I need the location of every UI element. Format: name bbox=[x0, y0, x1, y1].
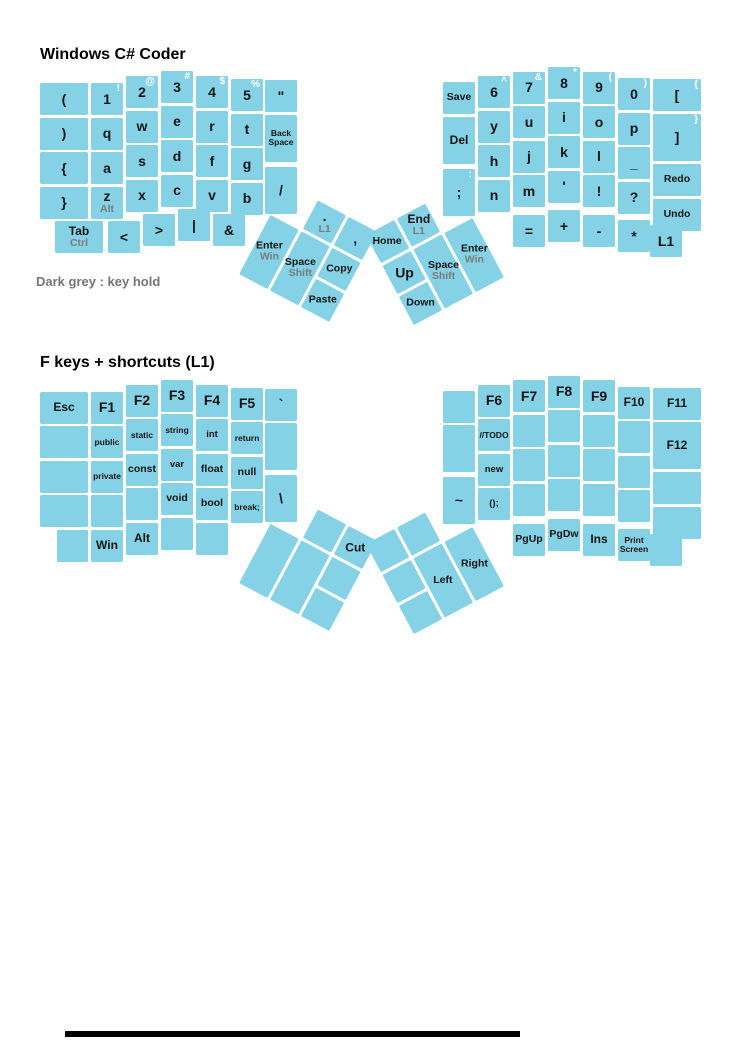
key-l1 bbox=[650, 225, 682, 257]
key-shift-symbol: ! bbox=[116, 83, 120, 94]
key-label: y bbox=[490, 118, 498, 135]
key-label: > bbox=[154, 221, 164, 238]
key-label: F1 bbox=[98, 399, 116, 416]
key-label: " bbox=[277, 87, 285, 104]
key-hold-label: Win bbox=[259, 250, 279, 263]
key-blank bbox=[618, 456, 650, 488]
key-v bbox=[196, 180, 228, 212]
key-label: Left bbox=[433, 573, 453, 586]
key-label: x bbox=[138, 187, 146, 204]
key-label: string bbox=[165, 424, 189, 435]
key-c bbox=[161, 175, 193, 207]
key-label: = bbox=[524, 222, 534, 239]
key-shift-symbol: ( bbox=[608, 71, 612, 83]
key-label: var bbox=[169, 458, 185, 470]
key-label: ` bbox=[278, 396, 284, 413]
key-string bbox=[161, 414, 193, 446]
key-int bbox=[196, 419, 228, 451]
key-break bbox=[231, 491, 263, 523]
key-t bbox=[231, 114, 263, 146]
key-label: void bbox=[166, 492, 188, 505]
key-redo bbox=[653, 164, 701, 196]
key-tab bbox=[55, 221, 103, 253]
layer2-title: F keys + shortcuts (L1) bbox=[40, 354, 215, 371]
key-shift-symbol: ) bbox=[643, 78, 647, 89]
key-j bbox=[513, 141, 545, 173]
key-symbol bbox=[178, 209, 210, 241]
key-label: f bbox=[209, 152, 215, 169]
key-label: ] bbox=[674, 128, 680, 145]
key-label: //TODO bbox=[479, 429, 509, 440]
key-f8 bbox=[548, 376, 580, 408]
key-label: * bbox=[631, 227, 637, 244]
key-blank bbox=[91, 495, 123, 527]
key-shift-symbol: } bbox=[694, 113, 698, 125]
key-esc bbox=[40, 392, 88, 424]
key-label: Copy bbox=[325, 262, 353, 275]
key-hold-label: Win bbox=[464, 253, 484, 266]
key-label: t bbox=[244, 121, 250, 138]
key-label: | bbox=[192, 216, 196, 233]
key-blank bbox=[548, 410, 580, 442]
key-m bbox=[513, 175, 545, 207]
key-del bbox=[443, 117, 475, 164]
key-label: 7 bbox=[525, 79, 533, 96]
key-label: , bbox=[353, 230, 358, 247]
key-label: 4 bbox=[208, 83, 216, 100]
key-label: g bbox=[242, 155, 252, 172]
key-symbol bbox=[143, 214, 175, 246]
key-label: + bbox=[559, 217, 569, 234]
key-n bbox=[478, 180, 510, 212]
key-label: F3 bbox=[168, 387, 186, 404]
key-hold-label: L1 bbox=[412, 224, 425, 237]
key-7 bbox=[513, 72, 545, 104]
key-label: public bbox=[94, 436, 120, 447]
key-label: F8 bbox=[555, 383, 573, 400]
key-hold-label: Shift bbox=[288, 267, 312, 280]
key-label: ' bbox=[562, 178, 566, 195]
key-blank bbox=[583, 484, 615, 516]
key-label: 9 bbox=[595, 79, 603, 96]
key-label: i bbox=[562, 109, 566, 126]
key-y bbox=[478, 111, 510, 143]
key-label: k bbox=[560, 143, 568, 160]
key-label: Right bbox=[460, 557, 488, 570]
key-blank bbox=[443, 391, 475, 423]
key-shift-symbol: { bbox=[694, 79, 698, 90]
key-symbol bbox=[265, 389, 297, 421]
key-5 bbox=[231, 79, 263, 111]
key-label: Space bbox=[427, 259, 459, 272]
key-label: 0 bbox=[630, 85, 638, 102]
key-pgup bbox=[513, 524, 545, 556]
key-alt bbox=[126, 523, 158, 555]
key-symbol bbox=[513, 215, 545, 247]
key-symbol bbox=[40, 118, 88, 150]
key-label: } bbox=[61, 194, 67, 211]
key-label: z bbox=[103, 188, 111, 205]
key-blank bbox=[618, 490, 650, 522]
key-label: ! bbox=[596, 182, 602, 199]
key-label: Esc bbox=[53, 400, 75, 415]
key-label: Paste bbox=[308, 293, 337, 306]
key-shift-symbol: # bbox=[184, 71, 190, 82]
key-return bbox=[231, 422, 263, 454]
key-f7 bbox=[513, 380, 545, 412]
key-f1 bbox=[91, 392, 123, 424]
key-hold-label: Shift bbox=[431, 270, 455, 283]
key-ins bbox=[583, 524, 615, 556]
key-z bbox=[91, 187, 123, 219]
key-blank bbox=[583, 449, 615, 481]
key-label: u bbox=[524, 113, 534, 130]
key-label: 8 bbox=[560, 74, 568, 91]
key-back-space bbox=[265, 115, 297, 162]
key-label: F7 bbox=[520, 387, 538, 404]
key-label: . bbox=[322, 207, 327, 224]
key-h bbox=[478, 145, 510, 177]
key-var bbox=[161, 449, 193, 481]
key-blank bbox=[196, 523, 228, 555]
key-blank bbox=[583, 415, 615, 447]
key-label: n bbox=[489, 187, 499, 204]
key-label: 1 bbox=[103, 90, 111, 107]
key-label: o bbox=[594, 113, 604, 130]
key-label: const bbox=[127, 462, 156, 475]
key-label: static bbox=[130, 429, 154, 440]
key-symbol bbox=[618, 147, 650, 179]
key-label: int bbox=[206, 429, 218, 441]
key-blank bbox=[126, 488, 158, 520]
key-blank bbox=[513, 449, 545, 481]
key-u bbox=[513, 106, 545, 138]
key-e bbox=[161, 106, 193, 138]
key-label: new bbox=[484, 463, 504, 475]
key-f bbox=[196, 145, 228, 177]
key-f9 bbox=[583, 380, 615, 412]
key-blank bbox=[40, 461, 88, 493]
key-9 bbox=[583, 72, 615, 104]
key-label: 2 bbox=[138, 83, 146, 100]
key-label: Save bbox=[446, 91, 472, 104]
key-label: float bbox=[200, 462, 224, 475]
key-label: Redo bbox=[663, 172, 691, 185]
key-f12 bbox=[653, 422, 701, 469]
key-label: L1 bbox=[657, 232, 675, 249]
key-label: v bbox=[208, 187, 216, 204]
key-label: ? bbox=[629, 189, 639, 206]
key-label: ) bbox=[61, 125, 67, 142]
key-label: Back Space bbox=[268, 128, 294, 147]
key-label: F9 bbox=[590, 387, 608, 404]
key-label: null bbox=[237, 465, 257, 478]
key-blank bbox=[653, 472, 701, 504]
key-label: Down bbox=[406, 296, 435, 309]
key-symbol bbox=[40, 152, 88, 184]
key-g bbox=[231, 148, 263, 180]
key-symbol bbox=[618, 182, 650, 214]
key-b bbox=[231, 183, 263, 215]
key-label: b bbox=[242, 190, 252, 207]
key-2 bbox=[126, 76, 158, 108]
key-label: / bbox=[279, 181, 283, 198]
key-bool bbox=[196, 488, 228, 520]
key-label: Cut bbox=[345, 539, 366, 554]
key-w bbox=[126, 111, 158, 143]
key-pgdw bbox=[548, 519, 580, 551]
key-label: F4 bbox=[203, 392, 221, 409]
key-q bbox=[91, 118, 123, 150]
key-void bbox=[161, 483, 193, 515]
key-shift-symbol: * bbox=[573, 67, 577, 78]
key-x bbox=[126, 180, 158, 212]
key-label: d bbox=[172, 147, 182, 164]
key-label: private bbox=[93, 471, 121, 482]
key-label: m bbox=[522, 182, 536, 199]
key-symbol bbox=[40, 187, 88, 219]
key-label: p bbox=[629, 120, 639, 137]
key-symbol bbox=[548, 171, 580, 203]
key-shift-symbol: @ bbox=[145, 76, 155, 87]
key-static bbox=[126, 419, 158, 451]
key-label: [ bbox=[674, 86, 680, 103]
key-win bbox=[91, 530, 123, 562]
key-label: Up bbox=[394, 264, 414, 281]
key-label: Alt bbox=[134, 531, 150, 546]
key-blank bbox=[161, 518, 193, 550]
key-label: Enter bbox=[460, 242, 488, 255]
key-label: r bbox=[209, 118, 215, 135]
key-label: j bbox=[527, 148, 531, 165]
key-label: bool bbox=[200, 497, 224, 510]
key-d bbox=[161, 140, 193, 172]
key-label: ~ bbox=[454, 492, 464, 509]
key-symbol bbox=[583, 215, 615, 247]
key-label: Print Screen bbox=[619, 534, 649, 554]
key-o bbox=[583, 106, 615, 138]
key-a bbox=[91, 152, 123, 184]
key-shift-symbol: $ bbox=[219, 76, 225, 87]
key-save bbox=[443, 82, 475, 114]
key-label: Space bbox=[284, 256, 316, 269]
key-f2 bbox=[126, 385, 158, 417]
key-s bbox=[126, 145, 158, 177]
key-label: h bbox=[489, 152, 499, 169]
key-new bbox=[478, 454, 510, 486]
key-symbol bbox=[618, 220, 650, 252]
key-shift-symbol: % bbox=[251, 79, 260, 90]
key-label: - bbox=[596, 222, 602, 239]
key-blank bbox=[265, 423, 297, 470]
key-symbol bbox=[653, 114, 701, 161]
key-symbol bbox=[583, 175, 615, 207]
key-label: End bbox=[407, 212, 430, 227]
key-label: Del bbox=[449, 132, 469, 147]
key-label: < bbox=[119, 228, 129, 245]
key-label: a bbox=[103, 159, 111, 176]
key-symbol bbox=[548, 210, 580, 242]
key-r bbox=[196, 111, 228, 143]
key-blank bbox=[618, 421, 650, 453]
key-label: Enter bbox=[255, 239, 283, 252]
key-label: break; bbox=[234, 501, 260, 512]
key-blank bbox=[40, 426, 88, 458]
key-print-screen bbox=[618, 529, 650, 561]
key-f10 bbox=[618, 387, 650, 419]
key-blank bbox=[513, 484, 545, 516]
key-8 bbox=[548, 67, 580, 99]
key-label: F11 bbox=[666, 396, 687, 411]
key-blank bbox=[548, 479, 580, 511]
legend-note: Dark grey : key hold bbox=[36, 274, 161, 289]
key-label: PgUp bbox=[515, 532, 543, 545]
key-k bbox=[548, 136, 580, 168]
key-3 bbox=[161, 71, 193, 103]
key-const bbox=[126, 454, 158, 486]
key-label: \ bbox=[279, 490, 283, 507]
key-4 bbox=[196, 76, 228, 108]
key-hold-label: L1 bbox=[318, 222, 331, 235]
key-label: l bbox=[597, 148, 601, 165]
key-hold-label: Ctrl bbox=[69, 236, 89, 249]
key-label: 5 bbox=[243, 86, 251, 103]
key-l bbox=[583, 141, 615, 173]
key-symbol bbox=[40, 83, 88, 115]
key-label: Home bbox=[373, 235, 403, 248]
key-blank bbox=[650, 534, 682, 566]
key-label: PgDw bbox=[549, 527, 579, 540]
key-i bbox=[548, 102, 580, 134]
key-label: F6 bbox=[485, 392, 503, 409]
footer-bar bbox=[65, 1031, 520, 1037]
key-1 bbox=[91, 83, 123, 115]
key-label: 6 bbox=[490, 83, 498, 100]
key-float bbox=[196, 454, 228, 486]
key-symbol bbox=[213, 214, 245, 246]
key-symbol bbox=[108, 221, 140, 253]
key-label: Tab bbox=[68, 223, 90, 238]
key-label: q bbox=[102, 125, 112, 142]
key-label: ( bbox=[61, 90, 67, 107]
key-label: ; bbox=[456, 183, 462, 200]
key-0 bbox=[618, 78, 650, 110]
key-f5 bbox=[231, 388, 263, 420]
key-f11 bbox=[653, 388, 701, 420]
key-6 bbox=[478, 76, 510, 108]
key-label: 3 bbox=[173, 78, 181, 95]
key-p bbox=[618, 113, 650, 145]
key-null bbox=[231, 457, 263, 489]
key-label: w bbox=[136, 118, 148, 135]
key-f6 bbox=[478, 385, 510, 417]
key-todo bbox=[478, 419, 510, 451]
key-label: & bbox=[223, 221, 235, 238]
key-label: _ bbox=[630, 154, 638, 171]
key-public bbox=[91, 426, 123, 458]
key-label: e bbox=[173, 113, 181, 130]
key-symbol bbox=[265, 80, 297, 112]
key-label: (); bbox=[489, 498, 499, 510]
key-label: return bbox=[234, 432, 260, 443]
key-shift-symbol: ^ bbox=[501, 76, 507, 87]
key-shift-symbol: & bbox=[534, 71, 542, 83]
key-blank bbox=[513, 415, 545, 447]
key-label: s bbox=[138, 152, 146, 169]
key-blank bbox=[548, 445, 580, 477]
key-label: c bbox=[173, 182, 181, 199]
key-symbol bbox=[478, 488, 510, 520]
key-f3 bbox=[161, 380, 193, 412]
key-blank bbox=[443, 425, 475, 472]
key-blank bbox=[40, 495, 88, 527]
key-blank bbox=[57, 530, 88, 562]
key-label: Ins bbox=[590, 532, 608, 547]
key-label: { bbox=[61, 159, 67, 176]
key-symbol bbox=[653, 79, 701, 111]
key-shift-symbol: : bbox=[468, 168, 472, 180]
key-label: Win bbox=[96, 538, 118, 553]
key-f4 bbox=[196, 385, 228, 417]
key-label: F5 bbox=[238, 395, 256, 412]
key-hold-label: Alt bbox=[100, 203, 114, 216]
layer1-title: Windows C# Coder bbox=[40, 46, 186, 63]
key-label: F10 bbox=[623, 395, 645, 410]
key-private bbox=[91, 461, 123, 493]
key-label: F2 bbox=[133, 392, 151, 409]
key-label: Undo bbox=[663, 207, 691, 220]
key-label: F12 bbox=[666, 438, 688, 453]
